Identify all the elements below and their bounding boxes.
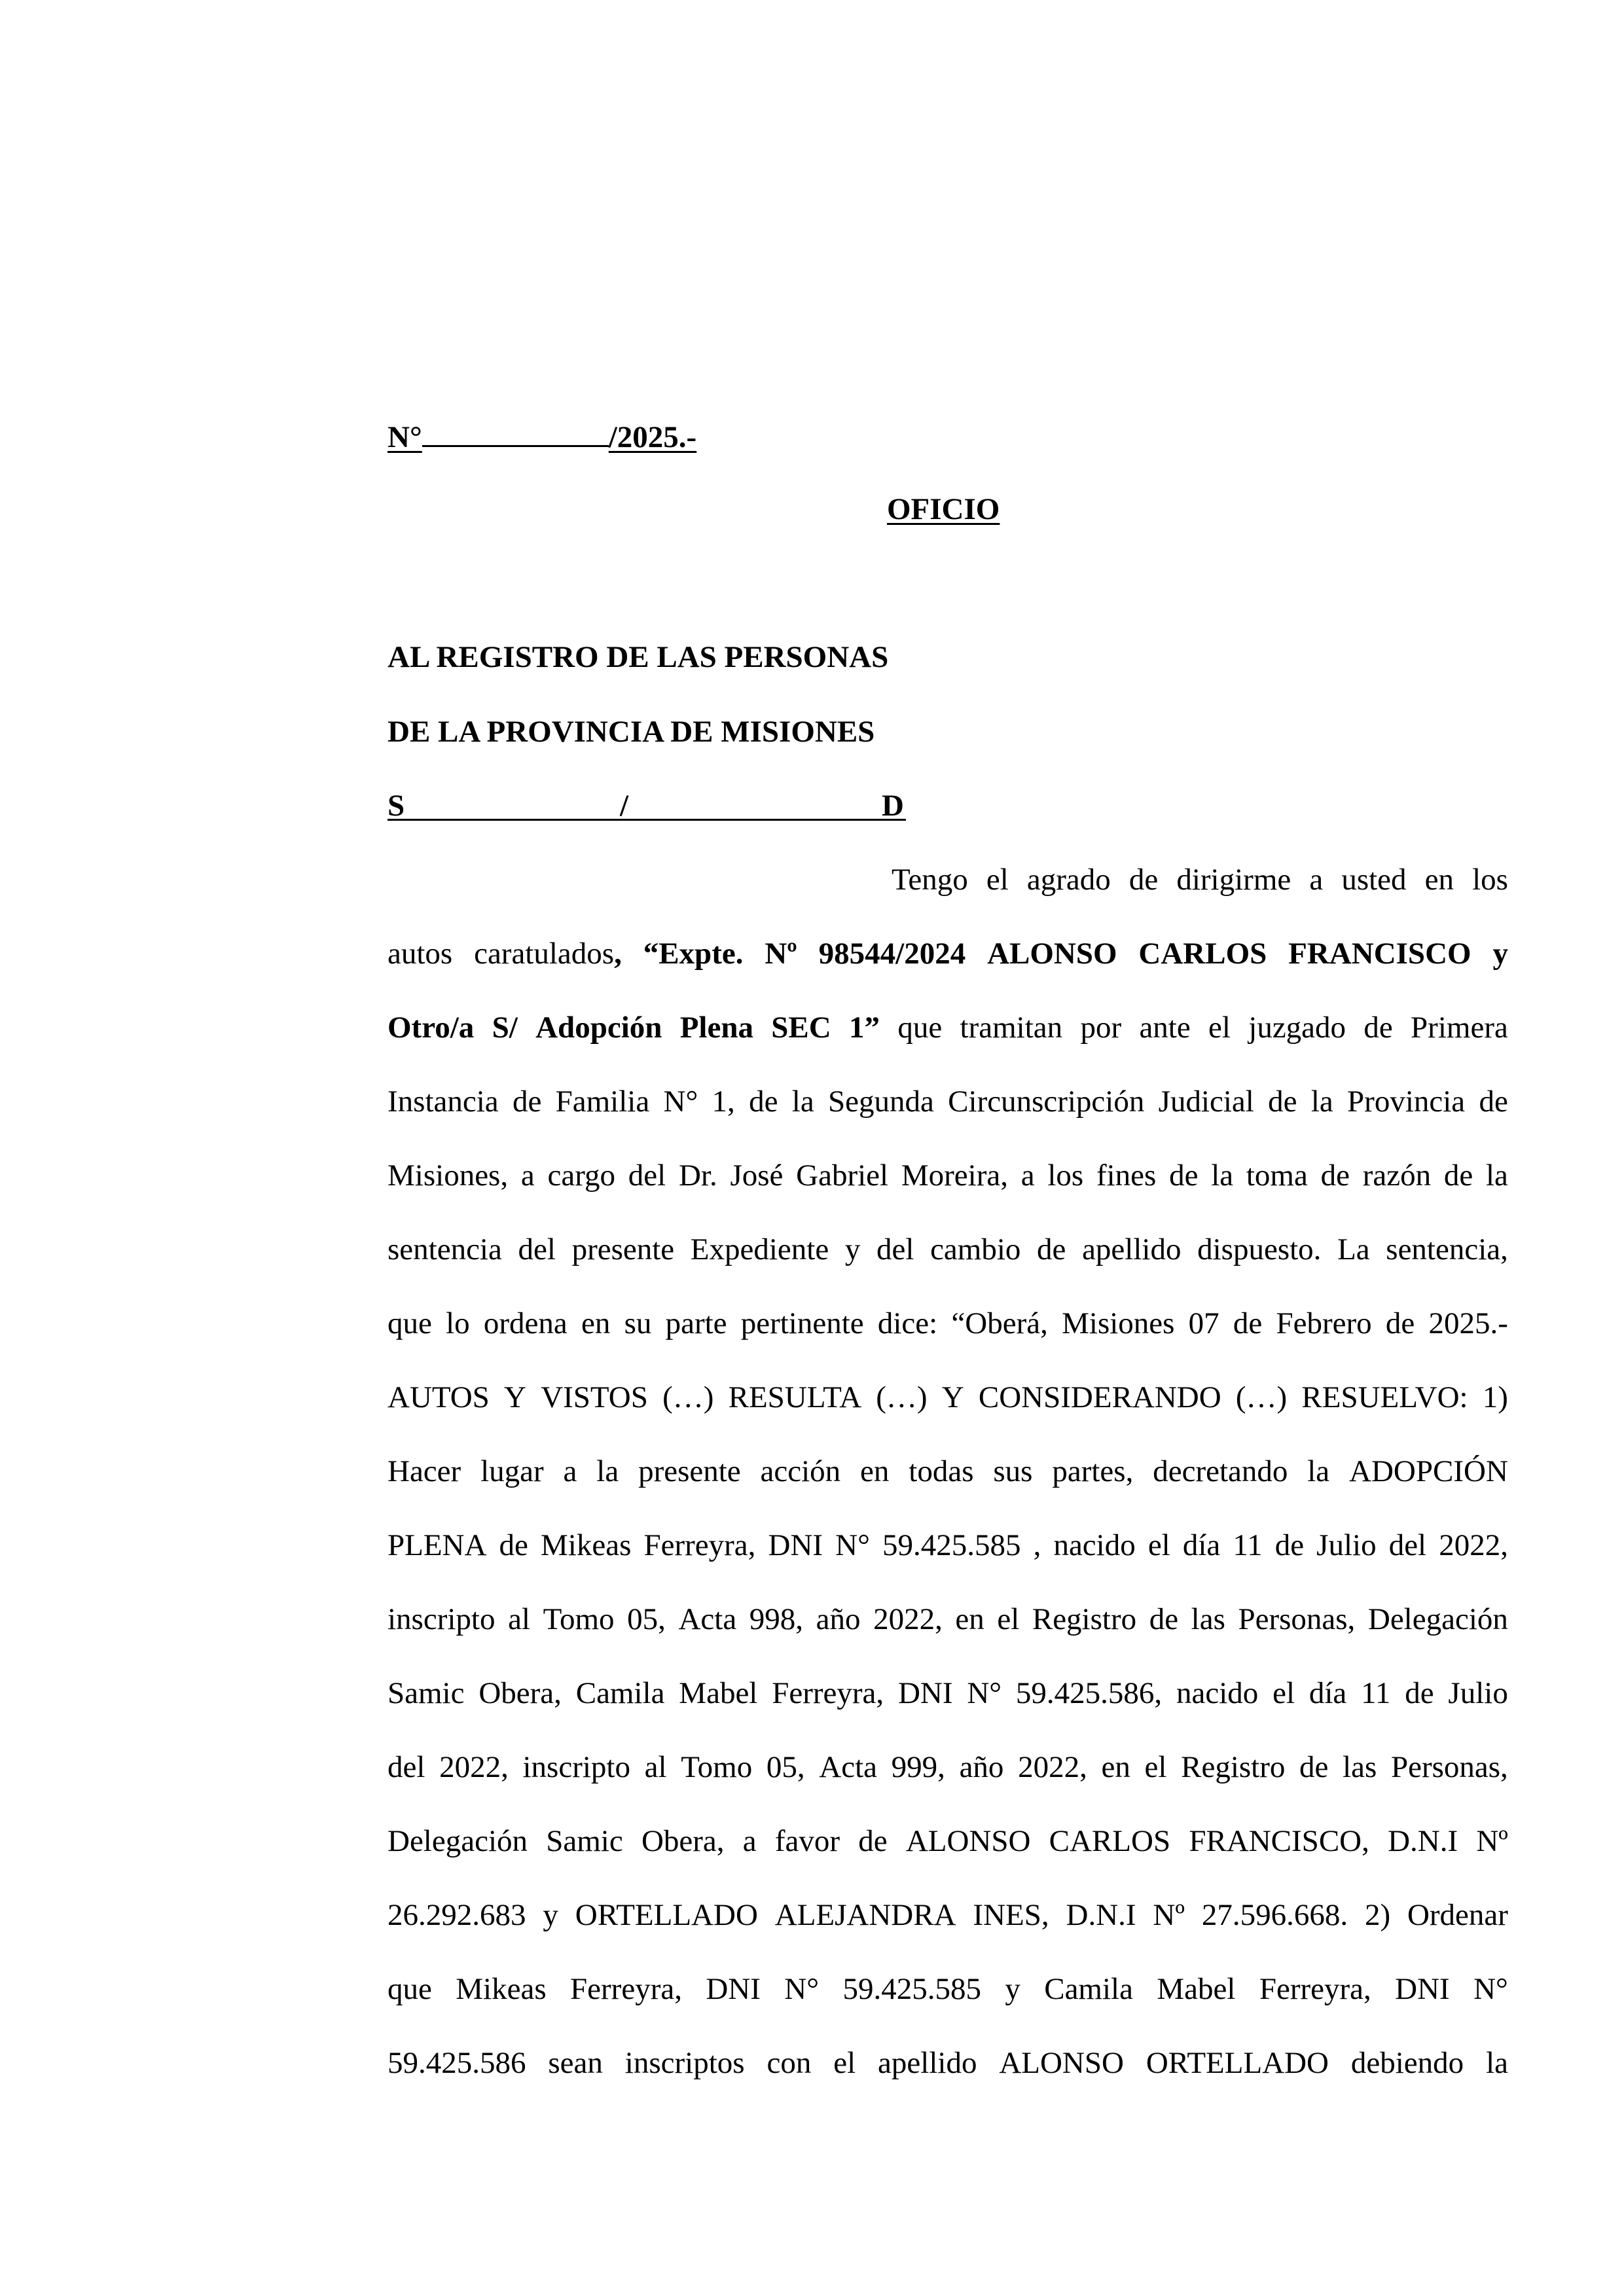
body-line: 59.425.586 sean inscriptos con el apellido ALONSO ORTELLADO debiendo la (388, 2046, 1508, 2080)
document-title: OFICIO (887, 492, 1000, 526)
body-line: Misiones, a cargo del Dr. José Gabriel Moreira, a los fines de la toma de razón de la (388, 1158, 1508, 1193)
number-blank (422, 416, 609, 447)
sd-left: S (388, 789, 405, 823)
body-line: que Mikeas Ferreyra, DNI N° 59.425.585 y Camila Mabel Ferreyra, DNI N° (388, 1972, 1508, 2006)
body-line: PLENA de Mikeas Ferreyra, DNI N° 59.425.585 , nacido el día 11 de Julio del 2022, (388, 1528, 1508, 1562)
body-line: Samic Obera, Camila Mabel Ferreyra, DNI N° 59.425.586, nacido el día 11 de Julio (388, 1676, 1508, 1710)
body-line: que lo ordena en su parte pertinente dice: “Oberá, Misiones 07 de Febrero de 2025.- (388, 1306, 1508, 1340)
body-line: Delegación Samic Obera, a favor de ALONSO CARLOS FRANCISCO, D.N.I Nº (388, 1824, 1508, 1858)
sd-mid: / (620, 789, 629, 823)
number-prefix: N° (388, 420, 422, 454)
body-line: Instancia de Familia N° 1, de la Segunda Circunscripción Judicial de la Provincia de (388, 1085, 1508, 1119)
body-line: sentencia del presente Expediente y del cambio de apellido dispuesto. La sentencia, (388, 1232, 1508, 1266)
body-line: Tengo el agrado de dirigirme a usted en los (892, 863, 1508, 897)
sd-line (388, 787, 906, 824)
body-line: autos caratulados, “Expte. Nº 98544/2024 ALONSO CARLOS FRANCISCO y (388, 937, 1508, 971)
body-line: del 2022, inscripto al Tomo 05, Acta 999, año 2022, en el Registro de las Personas, (388, 1750, 1508, 1784)
number-suffix: /2025.- (608, 420, 697, 454)
body-line: Hacer lugar a la presente acción en todas sus partes, decretando la ADOPCIÓN (388, 1454, 1508, 1488)
body-line: 26.292.683 y ORTELLADO ALEJANDRA INES, D.N.I Nº 27.596.668. 2) Ordenar (388, 1898, 1508, 1932)
recipient-line-1: AL REGISTRO DE LAS PERSONAS (388, 640, 889, 674)
body-line: Otro/a S/ Adopción Plena SEC 1” que tramitan por ante el juzgado de Primera (388, 1011, 1508, 1045)
body-line: inscripto al Tomo 05, Acta 998, año 2022, en el Registro de las Personas, Delegación (388, 1602, 1508, 1636)
sd-right: D (882, 789, 904, 823)
oficio-number (388, 416, 696, 456)
body-line: AUTOS Y VISTOS (…) RESULTA (…) Y CONSIDERANDO (…) RESUELVO: 1) (388, 1380, 1508, 1414)
recipient-line-2: DE LA PROVINCIA DE MISIONES (388, 715, 875, 749)
